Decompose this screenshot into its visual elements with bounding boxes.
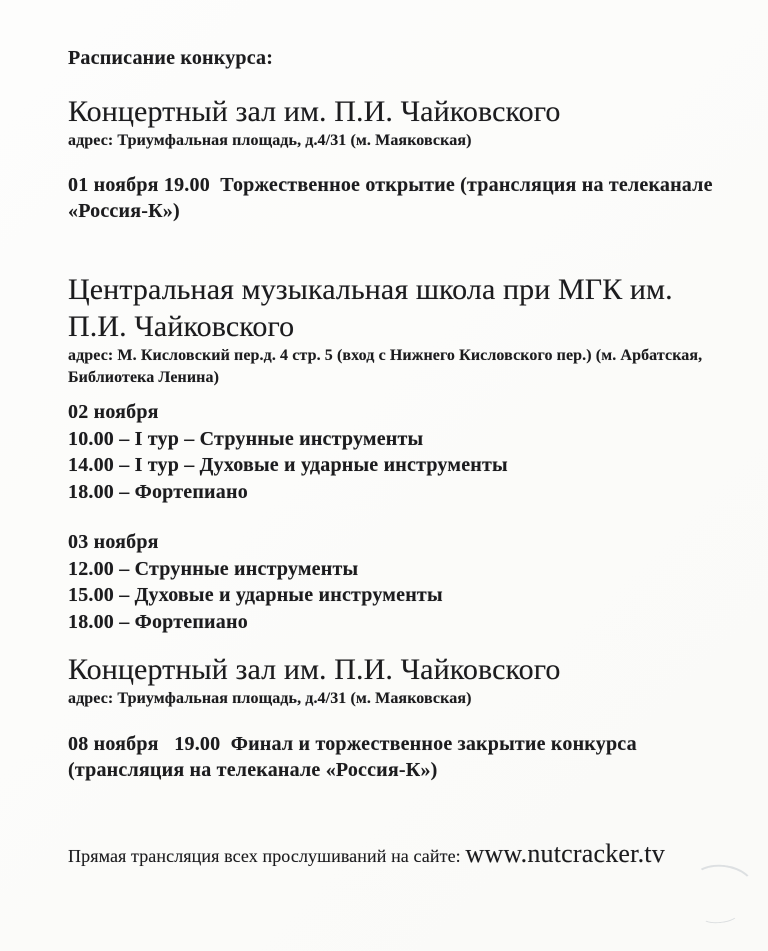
section-music-school	[68, 271, 728, 635]
schedule-day	[68, 529, 728, 635]
venue-address: адрес: Триумфальная площадь, д.4/31 (м. Маяковская)	[68, 690, 472, 707]
section-concert-hall-opening	[68, 93, 728, 224]
website-url: www.nutcracker.tv	[465, 839, 665, 868]
venue-name: Концертный зал им. П.И. Чайковского	[68, 95, 561, 128]
schedule-date: 02 ноября	[68, 401, 159, 423]
schedule-item: 12.00 – Струнные инструменты	[68, 557, 359, 580]
document-title: Расписание конкурса:	[68, 47, 274, 69]
venue-address: адрес: Триумфальная площадь, д.4/31 (м. Маяковская)	[68, 132, 472, 149]
footer-note	[68, 839, 728, 871]
scan-smudge	[701, 907, 738, 925]
venue-address: адрес: М. Кисловский пер.д. 4 стр. 5 (вход с Нижнего Кисловского пер.) (м. Арбатская, Библиотека Ленина)	[68, 347, 703, 386]
schedule-item: 18.00 – Фортепиано	[68, 480, 248, 503]
venue-name: Концертный зал им. П.И. Чайковского	[68, 653, 561, 686]
schedule-day	[68, 399, 728, 505]
section-concert-hall-final	[68, 651, 728, 783]
event-line: 08 ноября 19.00 Финал и торжественное закрытие конкурса (трансляция на телеканале «Россия-К»)	[68, 733, 642, 781]
schedule-item: 18.00 – Фортепиано	[68, 610, 248, 633]
schedule-date: 03 ноября	[68, 531, 159, 553]
schedule-item: 14.00 – I тур – Духовые и ударные инструменты	[68, 454, 508, 476]
footer-lead-text: Прямая трансляция всех прослушиваний на сайте:	[68, 846, 466, 866]
venue-name: Центральная музыкальная школа при МГК им. П.И. Чайковского	[68, 273, 673, 343]
schedule-item: 15.00 – Духовые и ударные инструменты	[68, 584, 443, 606]
event-line: 01 ноября 19.00 Торжественное открытие (трансляция на телеканале «Россия-К»)	[68, 174, 718, 222]
schedule-item: 10.00 – I тур – Струнные инструменты	[68, 427, 424, 450]
